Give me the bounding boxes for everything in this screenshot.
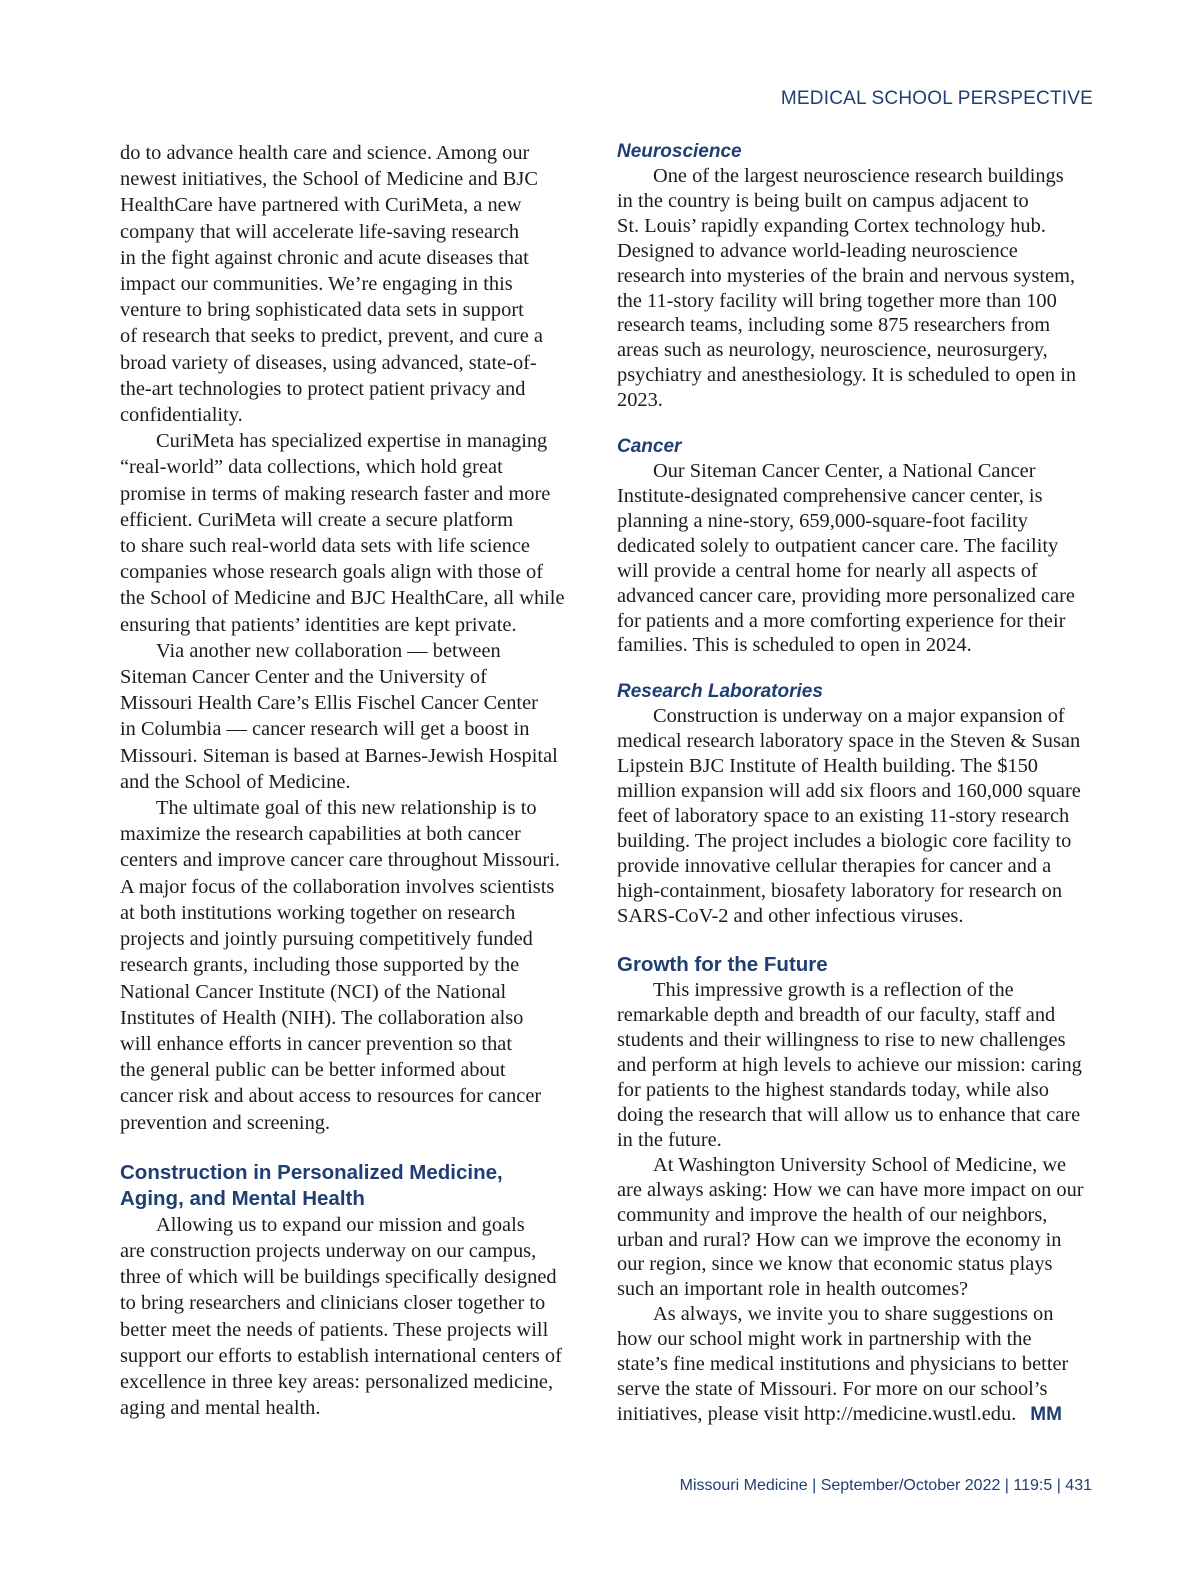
text-line: maximize the research capabilities at both cancer (120, 823, 521, 846)
text-line: are always asking: How we can have more impact on our (617, 1178, 1084, 1201)
end-mark-mm: MM (1030, 1403, 1062, 1425)
paragraph-growth-questions (617, 1153, 1092, 1302)
text-line: At Washington University School of Medicine, we (653, 1153, 1067, 1176)
text-line: prevention and screening. (120, 1111, 331, 1134)
text-line: planning a nine-story, 659,000-square-foot facility (617, 509, 1028, 532)
subheading-neuroscience: Neuroscience (617, 141, 742, 162)
text-line: will enhance efforts in cancer prevention so that (120, 1032, 512, 1055)
text-line: Designed to advance world-leading neuroscience (617, 239, 1018, 262)
closing-text: initiatives, please visit http://medicine.wustl.edu. (617, 1402, 1017, 1425)
text-line: Allowing us to expand our mission and goals (156, 1213, 525, 1236)
text-line: cancer risk and about access to resources for cancer (120, 1085, 542, 1108)
text-line: 2023. (617, 389, 663, 412)
right-column (617, 140, 1092, 1428)
text-line: research into mysteries of the brain and nervous system, (617, 264, 1076, 287)
paragraph-cancer (617, 459, 1092, 658)
text-line: aging and mental health. (120, 1397, 321, 1420)
text-line: three of which will be buildings specifically designed (120, 1266, 557, 1289)
text-line: in the country is being built on campus adjacent to (617, 189, 1029, 212)
text-line: our region, since we know that economic status plays (617, 1253, 1053, 1276)
paragraph-siteman-collaboration (120, 638, 588, 795)
page-footer: Missouri Medicine | September/October 2022 | 119:5 | 431 (679, 1477, 1092, 1494)
paragraph-growth-reflection (617, 978, 1092, 1152)
text-line: Siteman Cancer Center and the University of (120, 666, 487, 689)
text-line: for patients to the highest standards today, while also (617, 1079, 1049, 1102)
text-line: advanced cancer care, providing more personalized care (617, 584, 1075, 607)
section-heading-construction (120, 1160, 588, 1212)
text-line: excellence in three key areas: personalized medicine, (120, 1370, 554, 1393)
left-column (120, 140, 588, 1421)
paragraph-neuroscience (617, 164, 1092, 413)
text-line-last (617, 1402, 1092, 1428)
text-line: venture to bring sophisticated data sets in support (120, 299, 524, 322)
text-line: medical research laboratory space in the Steven & Susan (617, 730, 1081, 753)
subheading-cancer: Cancer (617, 436, 682, 458)
text-line: million expansion will add six floors and 160,000 square (617, 780, 1081, 803)
text-line: newest initiatives, the School of Medicine and BJC (120, 168, 538, 191)
text-line: serve the state of Missouri. For more on our school’s (617, 1377, 1048, 1400)
paragraph-curimeta (120, 428, 588, 638)
text-line: SARS-CoV-2 and other infectious viruses. (617, 904, 964, 927)
text-line: building. The project includes a biologic core facility to (617, 829, 1072, 852)
running-head: MEDICAL SCHOOL PERSPECTIVE (780, 88, 1093, 109)
text-line: the School of Medicine and BJC HealthCare, all while (120, 587, 565, 610)
text-line: Our Siteman Cancer Center, a National Cancer (653, 460, 1036, 483)
text-line: doing the research that will allow us to enhance that care (617, 1104, 1081, 1126)
text-line: and the School of Medicine. (120, 770, 351, 793)
text-line: ensuring that patients’ identities are kept private. (120, 613, 517, 636)
text-line: Lipstein BJC Institute of Health building. The $150 (617, 755, 1038, 778)
text-line: As always, we invite you to share suggestions on (653, 1303, 1054, 1326)
paragraph-ultimate-goal (120, 795, 588, 1136)
text-line: confidentiality. (120, 404, 243, 427)
text-line: at both institutions working together on research (120, 901, 516, 924)
text-line: dedicated solely to outpatient cancer care. The facility (617, 534, 1059, 557)
text-line: Missouri Health Care’s Ellis Fischel Cancer Center (120, 692, 538, 715)
text-line: The ultimate goal of this new relationship is to (156, 797, 537, 820)
text-line: remarkable depth and breadth of our faculty, staff and (617, 1004, 1056, 1027)
paragraph-data-initiatives (120, 140, 588, 428)
text-line: to bring researchers and clinicians closer together to (120, 1292, 546, 1315)
text-line: psychiatry and anesthesiology. It is scheduled to open in (617, 364, 1077, 387)
text-line: and perform at high levels to achieve our mission: caring (617, 1054, 1082, 1077)
text-line: “real-world” data collections, which hold great (120, 456, 503, 479)
text-line: company that will accelerate life-saving research (120, 220, 520, 243)
text-line: the 11-story facility will bring together more than 100 (617, 289, 1057, 312)
text-line: National Cancer Institute (NCI) of the National (120, 980, 507, 1003)
text-line: CuriMeta has specialized expertise in managing (156, 430, 548, 453)
paragraph-construction (120, 1212, 588, 1422)
text-line: projects and jointly pursuing competitively funded (120, 928, 533, 951)
text-line: the general public can be better informed about (120, 1059, 506, 1082)
text-line: urban and rural? How can we improve the economy in (617, 1228, 1062, 1251)
text-line: high-containment, biosafety laboratory for research on (617, 879, 1063, 902)
heading-line: Aging, and Mental Health (120, 1186, 365, 1210)
text-line: support our efforts to establish international centers of (120, 1344, 562, 1367)
text-line: A major focus of the collaboration involves scientists (120, 875, 555, 898)
text-line: are construction projects underway on our campus, (120, 1239, 537, 1262)
text-line: to share such real-world data sets with life science (120, 535, 530, 558)
text-line: for patients and a more comforting experience for their (617, 609, 1066, 632)
text-line: the-art technologies to protect patient privacy and (120, 377, 526, 400)
text-line: promise in terms of making research faster and more (120, 482, 551, 505)
text-line: in the fight against chronic and acute diseases that (120, 246, 529, 269)
text-line: efficient. CuriMeta will create a secure platform (120, 508, 514, 531)
text-line: St. Louis’ rapidly expanding Cortex technology hub. (617, 214, 1046, 237)
text-line: in Columbia — cancer research will get a boost in (120, 718, 530, 741)
text-line: state’s fine medical institutions and physicians to better (617, 1353, 1069, 1376)
text-line: do to advance health care and science. Among our (120, 142, 530, 164)
text-line: Institute-designated comprehensive cancer center, is (617, 484, 1043, 507)
text-line: community and improve the health of our neighbors, (617, 1203, 1048, 1226)
text-line: research teams, including some 875 researchers from (617, 314, 1051, 337)
subheading-research-laboratories: Research Laboratories (617, 681, 823, 703)
text-line: Via another new collaboration — between (156, 639, 501, 662)
section-heading-growth: Growth for the Future (617, 953, 828, 977)
text-line: companies whose research goals align with those of (120, 561, 543, 584)
text-line: Missouri. Siteman is based at Barnes-Jewish Hospital (120, 744, 558, 767)
text-line: Construction is underway on a major expansion of (653, 705, 1065, 728)
text-line: better meet the needs of patients. These projects will (120, 1318, 549, 1341)
text-line: broad variety of diseases, using advanced, state-of- (120, 351, 537, 374)
text-line: students and their willingness to rise to new challenges (617, 1029, 1066, 1052)
text-line: centers and improve cancer care throughout Missouri. (120, 849, 560, 872)
text-line: provide innovative cellular therapies for cancer and a (617, 854, 1052, 877)
text-line: will provide a central home for nearly all aspects of (617, 559, 1038, 582)
text-line: feet of laboratory space to an existing 11-story research (617, 804, 1070, 827)
text-line: areas such as neurology, neuroscience, neurosurgery, (617, 339, 1048, 362)
paragraph-research-laboratories (617, 704, 1092, 928)
text-line: Institutes of Health (NIH). The collaboration also (120, 1006, 524, 1029)
text-line: research grants, including those supported by the (120, 954, 520, 977)
paragraph-growth-invitation (617, 1302, 1092, 1428)
text-line: of research that seeks to predict, prevent, and cure a (120, 325, 543, 348)
text-line: impact our communities. We’re engaging in this (120, 273, 513, 296)
text-line: how our school might work in partnership with the (617, 1328, 1032, 1351)
text-line: such an important role in health outcomes? (617, 1278, 969, 1301)
text-line: families. This is scheduled to open in 2024. (617, 634, 972, 657)
text-line: HealthCare have partnered with CuriMeta, a new (120, 194, 522, 217)
text-line: One of the largest neuroscience research buildings (653, 165, 1064, 187)
text-line: in the future. (617, 1128, 722, 1151)
heading-line: Construction in Personalized Medicine, (120, 1160, 503, 1184)
text-line: This impressive growth is a reflection of the (653, 979, 1014, 1002)
